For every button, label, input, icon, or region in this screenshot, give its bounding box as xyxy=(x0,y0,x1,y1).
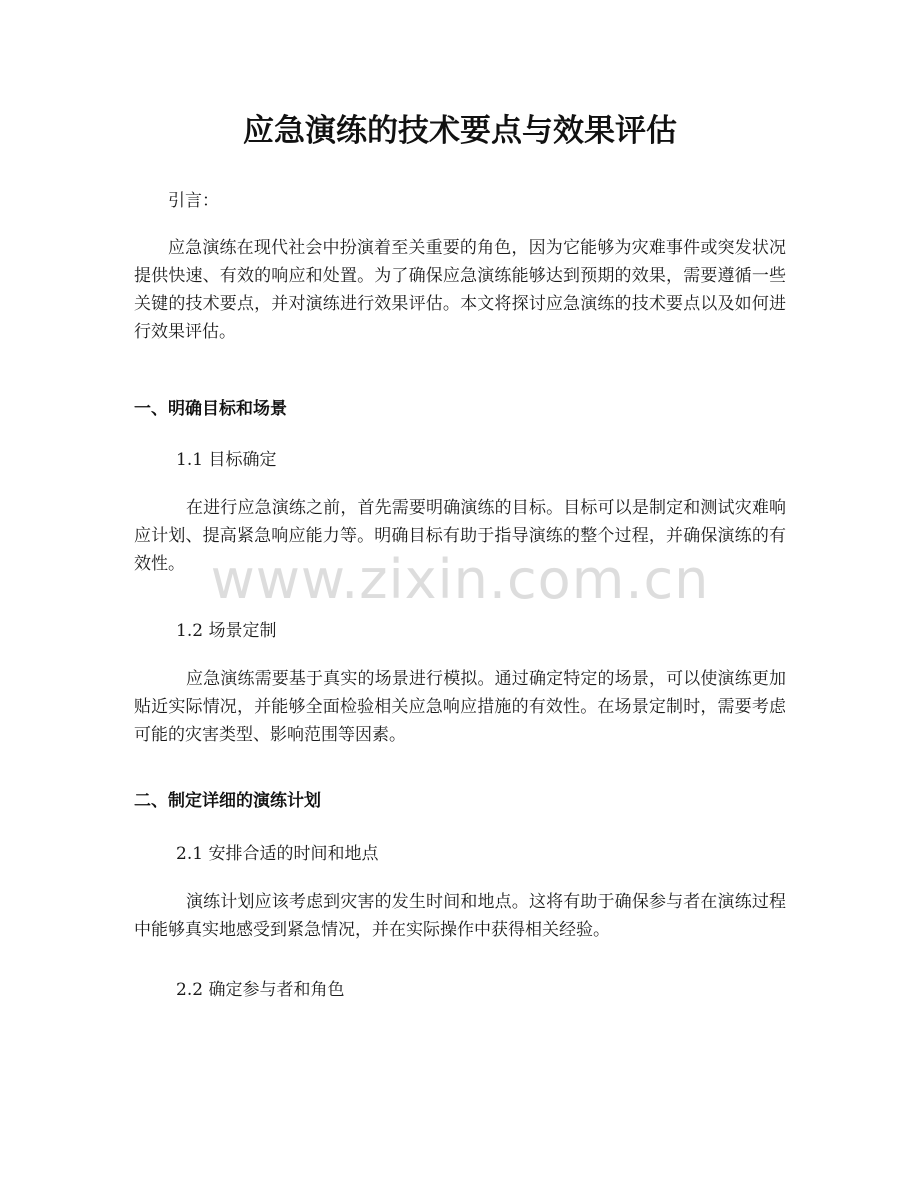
section-1-2-title: 1.2 场景定制 xyxy=(176,621,277,641)
section-1-1-paragraph: 在进行应急演练之前，首先需要明确演练的目标。目标可以是制定和测试灾难响应计划、提高紧急响应能力等。明确目标有助于指导演练的整个过程，并确保演练的有效性。 xyxy=(134,498,786,574)
section-1-1-title: 1.1 目标确定 xyxy=(176,450,277,470)
intro-label: 引言： xyxy=(168,191,219,211)
section-1-2-paragraph: 应急演练需要基于真实的场景进行模拟。通过确定特定的场景，可以使演练更加贴近实际情况，并能够全面检验相关应急响应措施的有效性。在场景定制时，需要考虑可能的灾害类型、影响范围等因素。 xyxy=(134,669,786,745)
section-2-2-title: 2.2 确定参与者和角色 xyxy=(176,980,345,1000)
watermark: www.zixin.com.cn xyxy=(210,548,710,611)
intro-paragraph: 应急演练在现代社会中扮演着至关重要的角色，因为它能够为灾难事件或突发状况提供快速、有效的响应和处置。为了确保应急演练能够达到预期的效果，需要遵循一些关键的技术要点，并对演练进行效果评估。本文将探讨应急演练的技术要点以及如何进行效果评估。 xyxy=(134,238,786,342)
section-2-1-title: 2.1 安排合适的时间和地点 xyxy=(176,844,379,864)
page-title: 应急演练的技术要点与效果评估 xyxy=(243,113,677,149)
section-2-1-paragraph: 演练计划应该考虑到灾害的发生时间和地点。这将有助于确保参与者在演练过程中能够真实地感受到紧急情况，并在实际操作中获得相关经验。 xyxy=(134,892,786,940)
section-1-heading: 一、明确目标和场景 xyxy=(134,399,287,419)
section-2-heading: 二、制定详细的演练计划 xyxy=(134,791,321,811)
